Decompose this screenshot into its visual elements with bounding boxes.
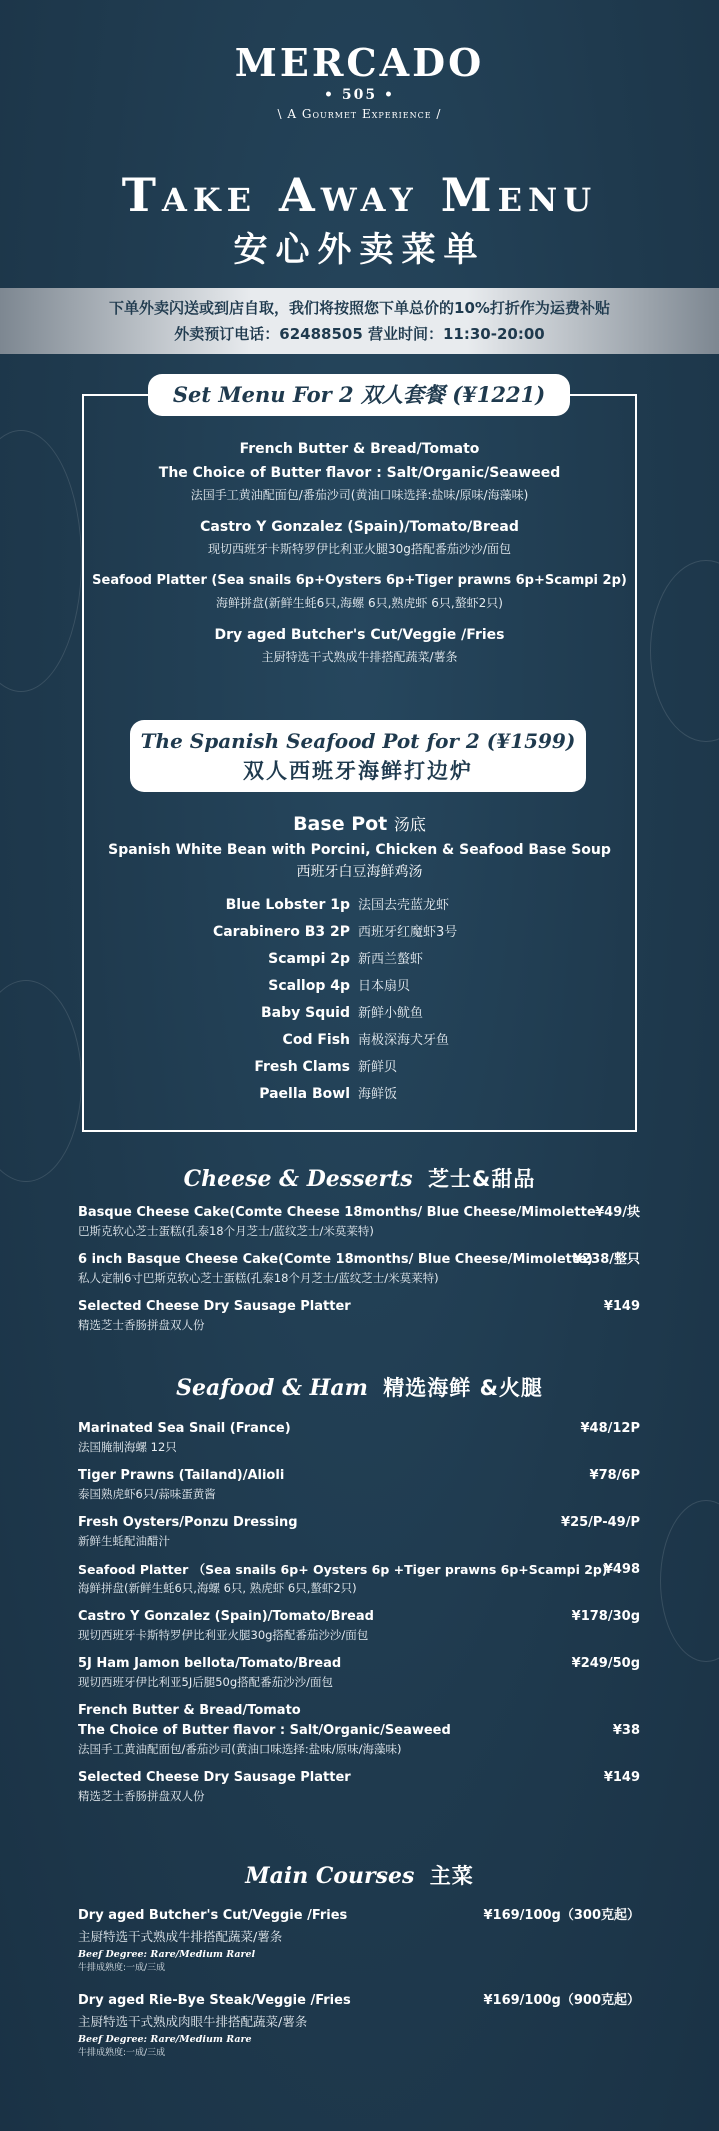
price: ¥249/50g — [571, 1656, 640, 1671]
set-menu-item: Castro Y Gonzalez (Spain)/Tomato/Bread 现切西班牙卡斯特罗伊比利亚火腿30g搭配番茄沙沙/面包 — [200, 519, 519, 556]
brand-tagline: \ A Gourmet Experience / — [277, 107, 442, 121]
list-item: 6 inch Basque Cheese Cake(Comte 18months/ Blue Cheese/Mimolette) 私人定制6寸巴斯克软心芝士蛋糕(孔泰18个月芝士/蓝纹芝士/米莫莱特) ¥238/整只 — [78, 1252, 640, 1285]
set-menu-item: Dry aged Butcher's Cut/Veggie /Fries 主厨特选干式熟成牛排搭配蔬菜/薯条 — [214, 627, 505, 664]
set-menu-item: French Butter & Bread/Tomato The Choice of Butter flavor : Salt/Organic/Seaweed 法国手工黄油配面包/番茄沙司(黄油口味选择:盐味/原味/海藻味) — [158, 441, 561, 502]
list-item: Scampi 2p 新西兰螯虾 — [268, 951, 424, 967]
list-item: Marinated Sea Snail (France) 法国腌制海螺 12只 ¥48/12P — [78, 1421, 640, 1454]
beef-degree-note: Beef Degree: Rare/Medium Rare — [78, 2034, 252, 2045]
price: ¥38 — [612, 1723, 640, 1738]
cheese-list — [78, 1203, 640, 1344]
seafood-pot-items — [0, 892, 719, 1108]
seafood-pot-title: The Spanish Seafood Pot for 2 (¥1599) 双人西班牙海鲜打边炉 — [130, 720, 586, 792]
section-title-mains: Main Courses 主菜 — [245, 1863, 474, 1889]
list-item: Selected Cheese Dry Sausage Platter 精选芝士香肠拼盘双人份 ¥149 — [78, 1770, 640, 1803]
page-title-cn: 安心外卖菜单 — [233, 230, 486, 270]
price: ¥49/块 — [595, 1205, 640, 1220]
seafood-ham-list — [78, 1419, 640, 1815]
section-title-seafood-ham: Seafood & Ham 精选海鲜 &火腿 — [176, 1375, 543, 1401]
base-pot-desc-cn: 西班牙白豆海鲜鸡汤 — [296, 864, 423, 880]
price: ¥169/100g（300克起） — [483, 1908, 640, 1923]
list-item: French Butter & Bread/Tomato The Choice of Butter flavor : Salt/Organic/Seaweed 法国手工黄油配面包/番茄沙司(黄油口味选择:盐味/原味/海藻味) ¥38 — [78, 1703, 640, 1756]
banner-line-1: 下单外卖闪送或到店自取，我们将按照您下单总价的10%打折作为运费补贴 — [109, 299, 610, 317]
price: ¥78/6P — [589, 1468, 640, 1483]
list-item: Castro Y Gonzalez (Spain)/Tomato/Bread 现切西班牙卡斯特罗伊比利亚火腿30g搭配番茄沙沙/面包 ¥178/30g — [78, 1609, 640, 1642]
price: ¥498 — [603, 1562, 640, 1577]
price: ¥149 — [603, 1299, 640, 1314]
decorative-outline — [650, 560, 719, 742]
set-menu-list — [90, 437, 629, 677]
price: ¥238/整只 — [573, 1252, 640, 1267]
list-item: Selected Cheese Dry Sausage Platter 精选芝士香肠拼盘双人份 ¥149 — [78, 1299, 640, 1332]
brand-number: • 505 • — [324, 87, 395, 103]
banner-line-2: 外卖预订电话：62488505 营业时间：11:30-20:00 — [174, 325, 545, 343]
list-item: 5J Ham Jamon bellota/Tomato/Bread 现切西班牙伊比利亚5J后腿50g搭配番茄沙沙/面包 ¥249/50g — [78, 1656, 640, 1689]
beef-degree-note-cn: 牛排成熟度:一成/三成 — [78, 2048, 166, 2058]
list-item: Dry aged Butcher's Cut/Veggie /Fries 主厨特选干式熟成牛排搭配蔬菜/薯条 Beef Degree: Rare/Medium Rarel 牛排成熟度:一成/三成 ¥169/100g（300克起） — [78, 1908, 640, 1973]
base-pot-desc: Spanish White Bean with Porcini, Chicken & Seafood Base Soup — [108, 842, 611, 858]
brand-logo — [0, 40, 719, 121]
list-item: Carabinero B3 2P 西班牙红魔虾3号 — [212, 924, 458, 940]
price: ¥169/100g（900克起） — [483, 1993, 640, 2008]
section-title-cheese: Cheese & Desserts 芝士&甜品 — [183, 1166, 536, 1192]
beef-degree-note-cn: 牛排成熟度:一成/三成 — [78, 1963, 166, 1973]
decorative-outline — [0, 430, 82, 692]
list-item: Fresh Oysters/Ponzu Dressing 新鲜生蚝配油醋汁 ¥25/P-49/P — [78, 1515, 640, 1548]
list-item: Cod Fish 南极深海犬牙鱼 — [282, 1032, 450, 1048]
brand-name: MERCADO — [234, 40, 485, 85]
list-item: Basque Cheese Cake(Comte Cheese 18months/ Blue Cheese/Mimolette 巴斯克软心芝士蛋糕(孔泰18个月芝士/蓝纹芝士/米莫莱特) ¥49/块 — [78, 1205, 640, 1238]
list-item: Baby Squid 新鲜小鱿鱼 — [260, 1005, 424, 1021]
list-item: Scallop 4p 日本扇贝 — [268, 978, 411, 994]
base-pot-heading: Base Pot 汤底 — [293, 813, 426, 835]
list-item: Seafood Platter （Sea snails 6p+ Oysters 6p +Tiger prawns 6p+Scampi 2p) 海鲜拼盘(新鲜生蚝6只,海螺 6只, 熟虎虾 6只,螯虾2只) ¥498 — [78, 1562, 640, 1595]
list-item: Blue Lobster 1p 法国去壳蓝龙虾 — [225, 897, 450, 913]
seafood-pot-base — [90, 810, 629, 893]
list-item: Tiger Prawns (Tailand)/Alioli 泰国熟虎虾6只/蒜味蛋黄酱 ¥78/6P — [78, 1468, 640, 1501]
mains-list — [78, 1906, 640, 2070]
delivery-banner — [0, 288, 719, 354]
list-item: Fresh Clams 新鲜贝 — [254, 1059, 398, 1075]
decorative-outline — [660, 1500, 719, 1662]
price: ¥178/30g — [571, 1609, 640, 1624]
beef-degree-note: Beef Degree: Rare/Medium Rarel — [78, 1949, 256, 1960]
list-item: Paella Bowl 海鲜饭 — [259, 1086, 398, 1102]
price: ¥25/P-49/P — [561, 1515, 640, 1530]
set-menu-item: Seafood Platter (Sea snails 6p+Oysters 6p+Tiger prawns 6p+Scampi 2p) 海鲜拼盘(新鲜生蚝6只,海螺 6只,熟虎虾 6只,螯虾2只) — [92, 573, 627, 610]
price: ¥149 — [603, 1770, 640, 1785]
price: ¥48/12P — [580, 1421, 640, 1436]
set-menu-title: Set Menu For 2 双人套餐 (¥1221) — [148, 374, 570, 416]
page-title: Take Away Menu — [121, 168, 598, 222]
list-item: Dry aged Rie-Bye Steak/Veggie /Fries 主厨特选干式熟成肉眼牛排搭配蔬菜/薯条 Beef Degree: Rare/Medium Rare 牛排成熟度:一成/三成 ¥169/100g（900克起） — [78, 1993, 640, 2058]
